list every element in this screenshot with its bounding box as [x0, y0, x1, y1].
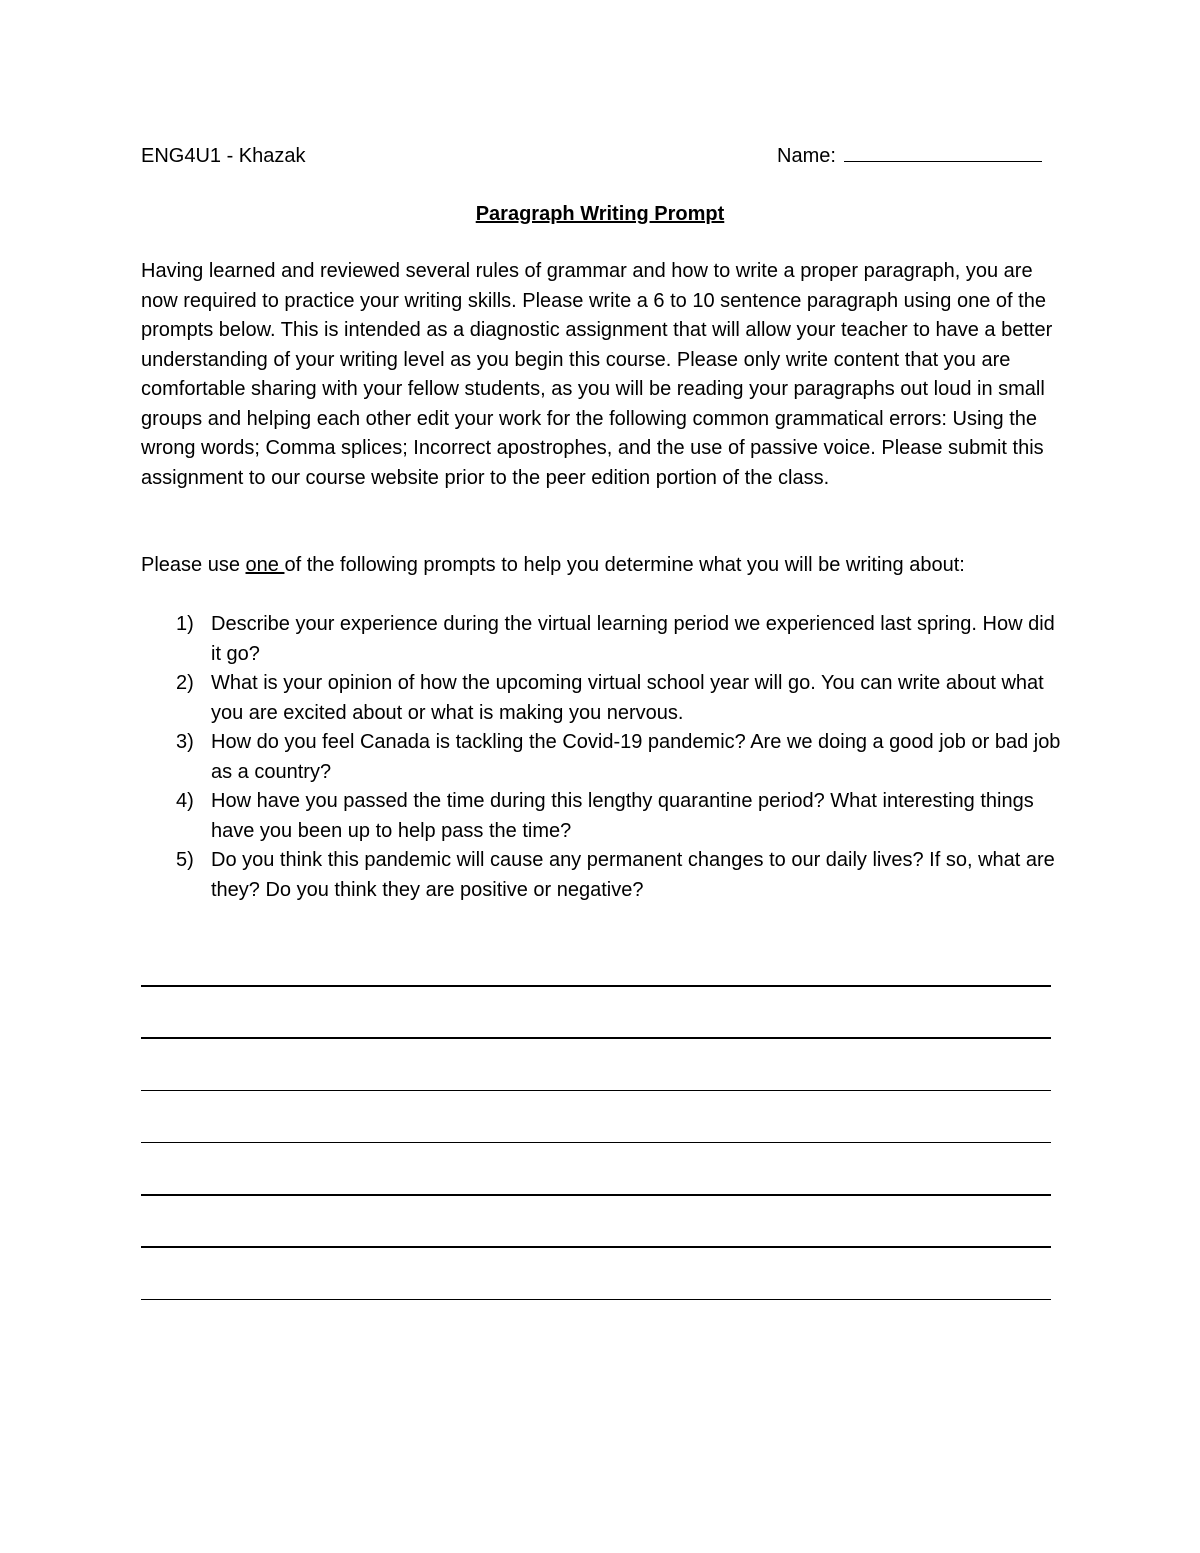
- answer-line[interactable]: [141, 1246, 1051, 1248]
- name-label: Name:: [777, 145, 836, 167]
- intro-paragraph: Having learned and reviewed several rules of grammar and how to write a proper paragraph, you are now required to practice your writing skills. Please write a 6 to 10 sentence paragraph using one of the prompts below. This is intended as a diagnostic assignment that will allow your teacher to have a better understanding of your writing level as you begin this course. Please only write content that you are comfortable sharing with your fellow students, as you will be reading your paragraphs out loud in small groups and helping each other edit your work for the following common grammatical errors: Using the wrong words; Comma splices; Incorrect apostrophes, and the use of passive voice. Please submit this assignment to our course website prior to the peer edition portion of the class.: [141, 260, 1053, 489]
- answer-line[interactable]: [141, 1299, 1051, 1301]
- page-title: Paragraph Writing Prompt: [475, 203, 725, 225]
- prompt-text: How have you passed the time during this lengthy quarantine period? What interesting things have you been up to help pass the time?: [211, 790, 1034, 842]
- name-blank-line[interactable]: [844, 143, 1042, 162]
- prompt-number: 4): [176, 790, 194, 812]
- prompt-number: 5): [176, 849, 194, 871]
- name-field: [777, 143, 1042, 169]
- instruction-text-before: Please use: [141, 554, 246, 576]
- prompt-list: [141, 610, 1063, 905]
- answer-line[interactable]: [141, 1090, 1051, 1092]
- prompt-item: [141, 610, 1063, 669]
- prompt-number: 2): [176, 672, 194, 694]
- header: [141, 143, 1051, 169]
- answer-line[interactable]: [141, 1194, 1051, 1196]
- prompt-item: [141, 787, 1063, 846]
- prompt-text: What is your opinion of how the upcoming virtual school year will go. You can write about what you are excited about or what is making you nervous.: [211, 672, 1044, 724]
- prompt-item: [141, 669, 1063, 728]
- course-id: ENG4U1 - Khazak: [141, 145, 306, 167]
- prompt-item: [141, 846, 1063, 905]
- answer-line[interactable]: [141, 1142, 1051, 1144]
- prompt-text: Describe your experience during the virtual learning period we experienced last spring. How did it go?: [211, 613, 1055, 665]
- answer-line[interactable]: [141, 985, 1051, 987]
- prompt-text: Do you think this pandemic will cause any permanent changes to our daily lives? If so, what are they? Do you think they are positive or negative?: [211, 849, 1055, 901]
- instruction-text-after: of the following prompts to help you determine what you will be writing about:: [284, 554, 965, 576]
- answer-line[interactable]: [141, 1037, 1051, 1039]
- prompt-item: [141, 728, 1063, 787]
- prompt-number: 1): [176, 613, 194, 635]
- answer-lines: [141, 985, 1051, 1351]
- instruction-emphasis: one: [245, 554, 285, 576]
- instruction-paragraph: [141, 551, 1063, 581]
- prompt-number: 3): [176, 731, 194, 753]
- prompt-text: How do you feel Canada is tackling the Covid-19 pandemic? Are we doing a good job or bad job as a country?: [211, 731, 1061, 783]
